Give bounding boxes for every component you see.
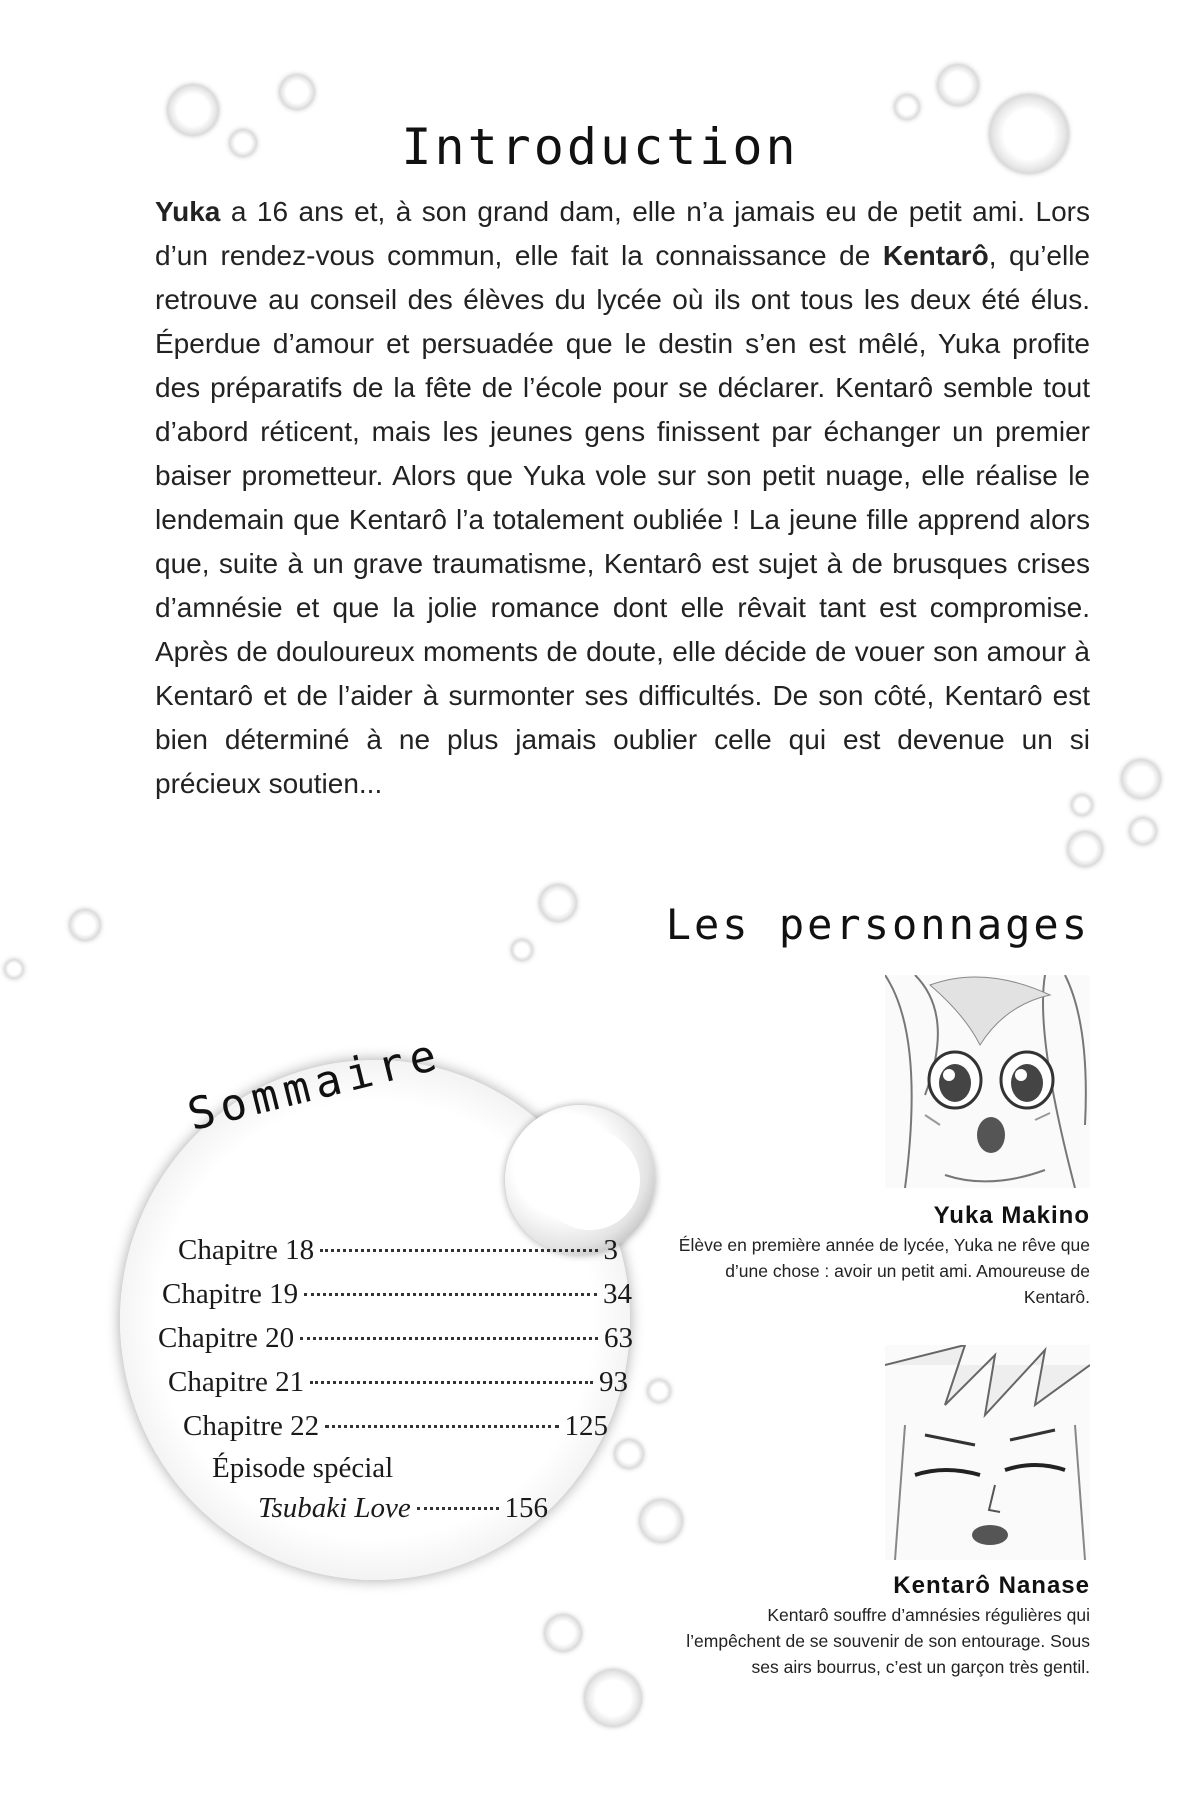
toc-special-label: Épisode spécial	[212, 1452, 394, 1484]
toc-leader-dots	[325, 1425, 558, 1428]
toc-special-page: 156	[504, 1492, 548, 1524]
toc-entry-label: Chapitre 18	[178, 1234, 315, 1266]
toc-entry[interactable]	[158, 1322, 633, 1355]
toc-leader-dots	[304, 1293, 597, 1296]
character-name-kentaro: Kentarô Nanase	[893, 1572, 1090, 1599]
character-name-yuka: Yuka Makino	[933, 1202, 1090, 1229]
bubble-decoration	[585, 1670, 641, 1726]
bubble-decoration	[1130, 818, 1156, 844]
toc-special-entry[interactable]	[258, 1492, 548, 1525]
toc-leader-dots	[417, 1507, 499, 1510]
toc-leader-dots	[320, 1249, 597, 1252]
toc-entry-label: Chapitre 22	[183, 1410, 320, 1442]
toc-entry[interactable]	[168, 1366, 628, 1399]
characters-title: Les personnages	[665, 900, 1090, 949]
bubble-decoration	[512, 940, 532, 960]
bubble-decoration	[640, 1500, 682, 1542]
toc-entry[interactable]	[183, 1410, 608, 1443]
sommaire-notch-inner	[540, 1130, 640, 1230]
toc-entry-page: 34	[603, 1278, 632, 1310]
toc-entry-label: Chapitre 21	[168, 1366, 305, 1398]
bubble-decoration	[70, 910, 100, 940]
toc-special-subtitle: Tsubaki Love	[258, 1492, 411, 1524]
bubble-decoration	[1122, 760, 1160, 798]
intro-name-yuka: Yuka	[155, 196, 221, 227]
kentaro-portrait	[885, 1345, 1090, 1560]
intro-text-part-2: , qu’elle retrouve au conseil des élèves du lycée où ils ont tous les deux été élus. Éperdue d’amour et persuadée que le destin s’en est mêlé, Yuka profite des préparatifs de la fête de l’école pour se déclarer. Kentarô semble tout d’abord réticent, mais les jeunes gens finissent par échanger un premier baiser prometteur. Alors que Yuka vole sur son petit nuage, elle réalise le lendemain que Kentarô l’a totalement oubliée ! La jeune fille apprend alors que, suite à un grave traumatisme, Kentarô est sujet à de brusques crises d’amnésie et que la jolie romance dont elle rêvait tant est compromise. Après de douloureux moments de doute, elle décide de vouer son amour à Kentarô et de l’aider à surmonter ses difficultés. De son côté, Kentarô est bien déterminé à ne plus jamais oublier celle qui est devenue un si précieux soutien...	[155, 240, 1090, 799]
bubble-decoration	[895, 95, 919, 119]
bubble-decoration	[1068, 832, 1102, 866]
character-desc-kentaro: Kentarô souffre d’amnésies régulières qui l’empêchent de se souvenir de son entourage. Sous ses airs bourrus, c’est un garçon très gentil.	[686, 1605, 1090, 1677]
toc-entry-page: 63	[604, 1322, 633, 1354]
toc-leader-dots	[310, 1381, 593, 1384]
toc-entry-label: Chapitre 20	[158, 1322, 295, 1354]
intro-name-kentaro: Kentarô	[882, 240, 989, 271]
toc-entry[interactable]	[162, 1278, 632, 1311]
bubble-decoration	[5, 960, 23, 978]
toc-entry-label: Chapitre 19	[162, 1278, 299, 1310]
bubble-decoration	[938, 65, 978, 105]
toc-entry-page: 3	[603, 1234, 618, 1266]
toc-entry-page: 93	[599, 1366, 628, 1398]
introduction-text	[155, 190, 1090, 806]
toc-entry[interactable]	[178, 1234, 618, 1267]
bubble-decoration	[280, 75, 314, 109]
sommaire-title: Sommaire	[182, 1028, 448, 1141]
toc-entry-page: 125	[564, 1410, 608, 1442]
bubble-decoration	[648, 1380, 670, 1402]
yuka-portrait	[885, 975, 1090, 1188]
bubble-decoration	[545, 1615, 581, 1651]
character-desc-yuka: Élève en première année de lycée, Yuka ne rêve que d’une chose : avoir un petit ami. Amoureuse de Kentarô.	[678, 1235, 1090, 1307]
bubble-decoration	[615, 1440, 643, 1468]
introduction-title: Introduction	[401, 118, 799, 176]
toc-leader-dots	[300, 1337, 598, 1340]
bubble-decoration	[540, 885, 576, 921]
intro-text-part-1: a 16 ans et, à son grand dam, elle n’a jamais eu de petit ami. Lors d’un rendez-vous commun, elle fait la connaissance de	[155, 196, 1090, 271]
